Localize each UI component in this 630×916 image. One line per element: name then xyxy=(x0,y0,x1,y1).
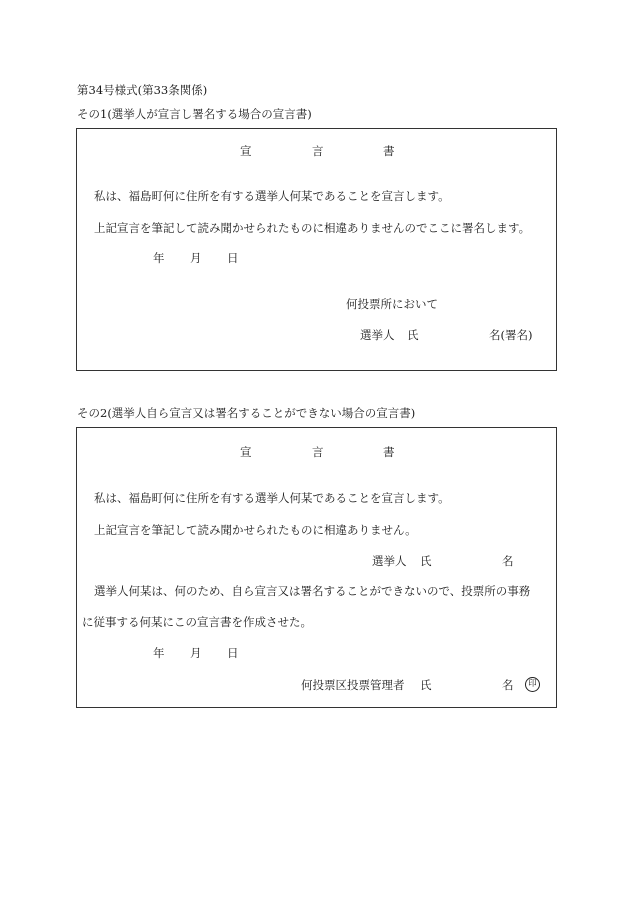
form2-date-year: 年 xyxy=(153,646,165,660)
form1-signature-mei: 名(署名) xyxy=(489,328,533,342)
form1-box xyxy=(76,128,557,371)
form-number: 第34号様式(第33条関係) xyxy=(77,83,208,97)
form2-manager-mei: 名 xyxy=(502,678,514,692)
form2-signature-shi: 氏 xyxy=(420,554,432,568)
form1-signature-label: 選挙人 xyxy=(360,328,395,342)
form2-signature-mei: 名 xyxy=(502,554,514,568)
form1-signature-shi: 氏 xyxy=(407,328,419,342)
form1-date-day: 日 xyxy=(227,251,239,265)
form2-paragraph-3-line-2: に従事する何某にこの宣言書を作成させた。 xyxy=(82,615,312,629)
form1-paragraph-1: 私は、福島町何に住所を有する選挙人何某であることを宣言します。 xyxy=(94,189,450,203)
form2-paragraph-3-line-1: 選挙人何某は、何のため、自ら宣言又は署名することができないので、投票所の事務 xyxy=(94,584,531,598)
form2-paragraph-1: 私は、福島町何に住所を有する選挙人何某であることを宣言します。 xyxy=(94,491,450,505)
form1-date-month: 月 xyxy=(190,251,202,265)
form2-manager-shi: 氏 xyxy=(420,678,432,692)
seal-mark: 印 xyxy=(525,677,540,692)
form1-title-char-2: 言 xyxy=(312,144,324,158)
form2-title-char-3: 書 xyxy=(383,445,395,459)
form1-heading: その1(選挙人が宣言し署名する場合の宣言書) xyxy=(77,107,312,121)
form2-heading: その2(選挙人自ら宣言又は署名することができない場合の宣言書) xyxy=(77,406,416,420)
seal-icon xyxy=(525,676,540,692)
form2-signature-label: 選挙人 xyxy=(372,554,407,568)
form2-title xyxy=(77,444,556,460)
form1-title xyxy=(77,143,556,159)
form2-title-char-1: 宣 xyxy=(240,445,252,459)
form1-date-year: 年 xyxy=(153,251,165,265)
form2-manager-label: 何投票区投票管理者 xyxy=(301,678,405,692)
form2-date-day: 日 xyxy=(227,646,239,660)
form2-box xyxy=(76,427,557,708)
form2-date-month: 月 xyxy=(190,646,202,660)
form1-title-char-3: 書 xyxy=(383,144,395,158)
form2-title-char-2: 言 xyxy=(312,445,324,459)
form1-place: 何投票所において xyxy=(346,297,438,311)
form1-title-char-1: 宣 xyxy=(240,144,252,158)
form1-paragraph-2: 上記宣言を筆記して読み聞かせられたものに相違ありませんのでここに署名します。 xyxy=(94,221,531,235)
form2-paragraph-2: 上記宣言を筆記して読み聞かせられたものに相違ありません。 xyxy=(94,523,417,537)
